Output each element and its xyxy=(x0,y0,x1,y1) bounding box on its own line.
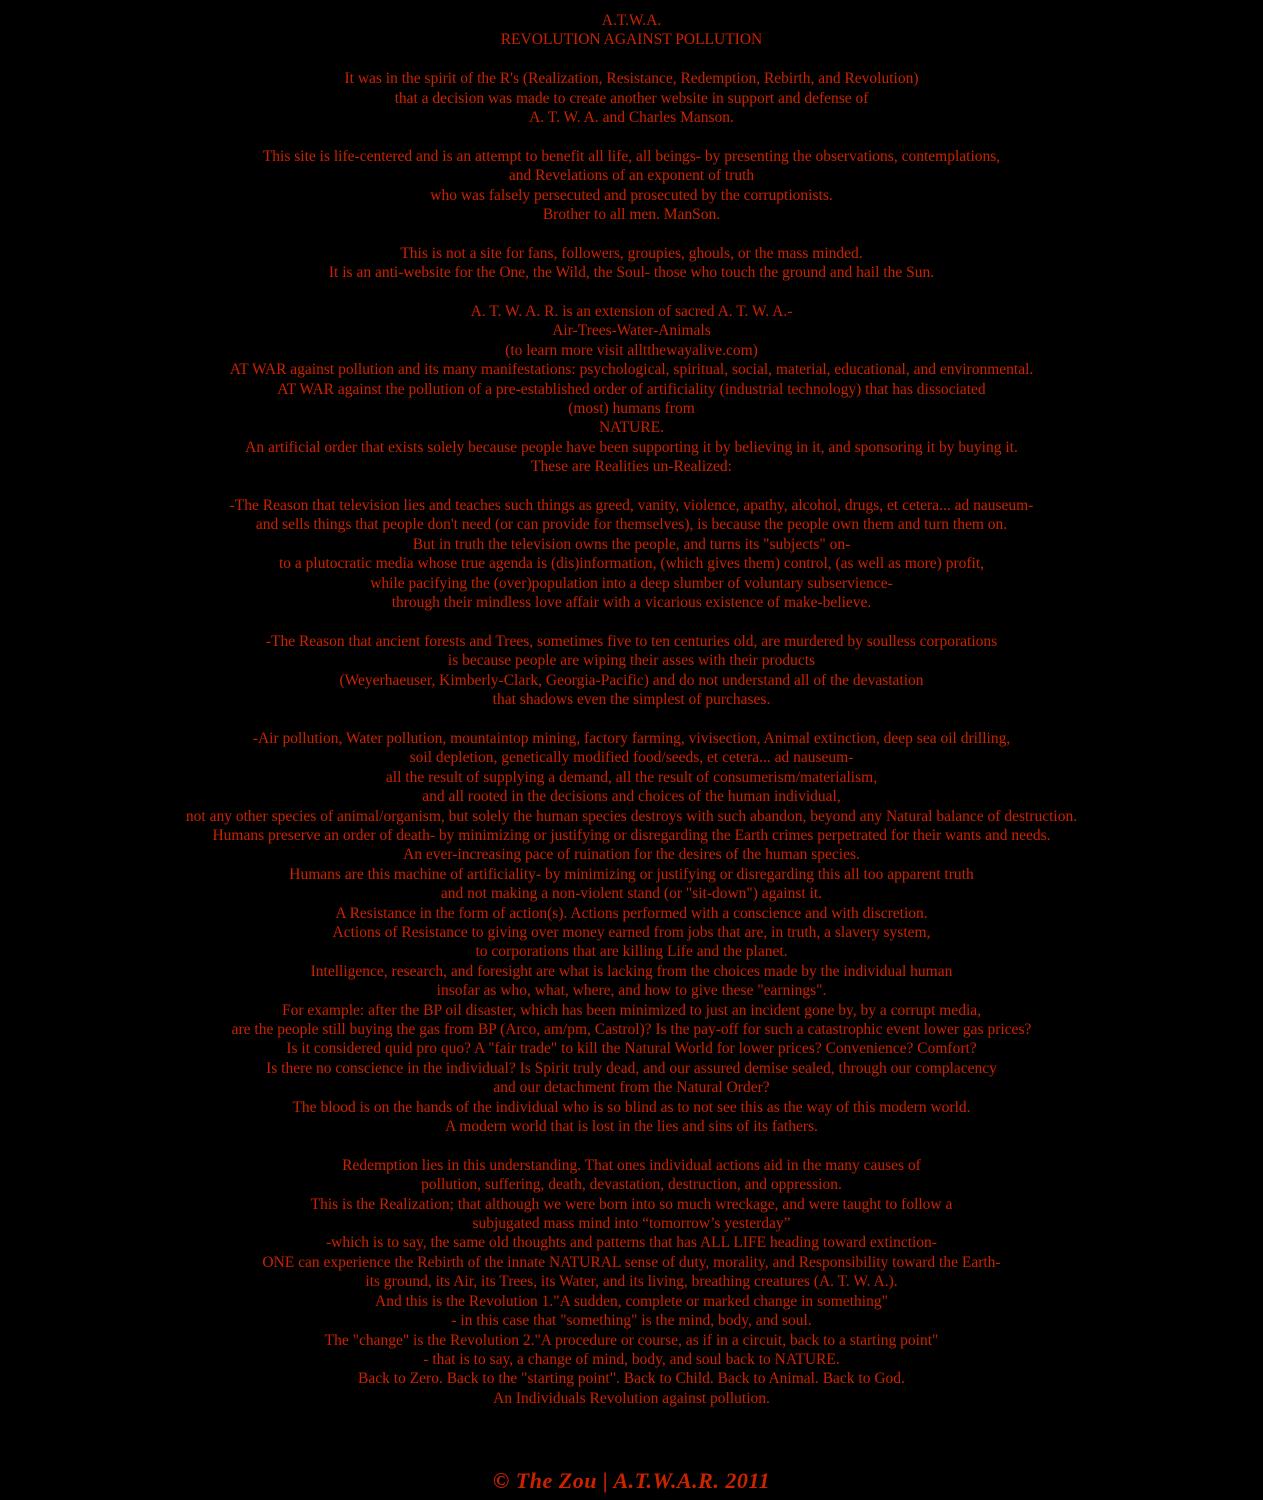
text-line: and our detachment from the Natural Order? xyxy=(493,1079,770,1097)
text-line: through their mindless love affair with a vicarious existence of make-believe. xyxy=(391,594,872,612)
paragraph-gap xyxy=(0,710,1263,729)
text-line: -The Reason that ancient forests and Trees, sometimes five to ten centuries old, are murdered by soulless corporations xyxy=(265,632,998,650)
paragraph xyxy=(0,69,1263,127)
page-title: A.T.W.A. xyxy=(601,12,662,29)
manifesto-body xyxy=(0,11,1263,1408)
text-line: This site is life-centered and is an attempt to benefit all life, all beings- by presenting the observations, contemplations, xyxy=(262,147,1001,165)
text-line: soil depletion, genetically modified food/seeds, et cetera... ad nauseum- xyxy=(409,749,854,767)
text-line: A. T. W. A. R. is an extension of sacred A. T. W. A.- xyxy=(470,303,793,321)
text-line: For example: after the BP oil disaster, which has been minimized to just an incident gone by, by a corrupt media, xyxy=(282,1001,981,1019)
text-line: who was falsely persecuted and prosecuted by the corruptionists. xyxy=(430,186,833,204)
text-line: ONE can experience the Rebirth of the innate NATURAL sense of duty, morality, and Responsibility toward the Earth- xyxy=(262,1253,1001,1271)
text-line: A Resistance in the form of action(s). Actions performed with a conscience and with discretion. xyxy=(335,904,928,922)
text-line: It is an anti-website for the One, the Wild, the Soul- those who touch the ground and hail the Sun. xyxy=(328,264,935,282)
paragraph-gap xyxy=(0,477,1263,496)
text-line: Intelligence, research, and foresight are what is lacking from the choices made by the individual human xyxy=(310,962,953,980)
text-line: The "change" is the Revolution 2."A procedure or course, as if in a circuit, back to a starting point" xyxy=(324,1331,939,1349)
paragraph xyxy=(0,632,1263,710)
text-line: its ground, its Air, its Trees, its Water, and its living, breathing creatures (A. T. W. A.). xyxy=(365,1273,898,1291)
paragraph xyxy=(0,244,1263,283)
paragraph-gap xyxy=(0,224,1263,243)
text-line: subjugated mass mind into “tomorrow’s yesterday” xyxy=(472,1215,791,1233)
paragraph xyxy=(0,1156,1263,1408)
text-line: and Revelations of an exponent of truth xyxy=(508,167,755,185)
text-line: and all rooted in the decisions and choices of the human individual, xyxy=(422,788,841,806)
text-line: that a decision was made to create another website in support and defense of xyxy=(394,89,869,107)
text-line: (most) humans from xyxy=(568,400,695,418)
text-line: Is there no conscience in the individual? Is Spirit truly dead, and our assured demise sealed, through our complacency xyxy=(266,1059,997,1077)
text-line: Humans preserve an order of death- by minimizing or justifying or disregarding the Earth crimes perpetrated for their wants and needs. xyxy=(212,826,1051,844)
text-line: that shadows even the simplest of purchases. xyxy=(492,691,771,709)
text-line: Humans are this machine of artificiality- by minimizing or justifying or disregarding this all too apparent truth xyxy=(289,865,974,883)
text-line: And this is the Revolution 1."A sudden, complete or marked change in something" xyxy=(375,1292,888,1310)
text-line: -Air pollution, Water pollution, mountaintop mining, factory farming, vivisection, Animal extinction, deep sea oil drilling, xyxy=(252,729,1011,747)
paragraph-gap xyxy=(0,283,1263,302)
paragraph xyxy=(0,729,1263,1137)
page-subtitle: REVOLUTION AGAINST POLLUTION xyxy=(500,31,763,49)
text-line: - that is to say, a change of mind, body, and soul back to NATURE. xyxy=(423,1350,840,1368)
paragraph-gap xyxy=(0,1136,1263,1155)
text-line: -which is to say, the same old thoughts and patterns that has ALL LIFE heading toward extinction- xyxy=(326,1234,937,1252)
text-line: to corporations that are killing Life and the planet. xyxy=(475,943,788,961)
paragraph xyxy=(0,496,1263,612)
text-line: Air-Trees-Water-Animals xyxy=(552,322,711,340)
copyright-footer: © The Zou | A.T.W.A.R. 2011 xyxy=(492,1468,771,1493)
text-line: - in this case that "something" is the mind, body, and soul. xyxy=(451,1312,812,1330)
text-line: is because people are wiping their asses with their products xyxy=(447,652,816,670)
text-line: AT WAR against pollution and its many manifestations: psychological, spiritual, social, material, educational, and environmental. xyxy=(229,361,1034,379)
paragraph-gap xyxy=(0,127,1263,146)
text-line: Back to Zero. Back to the "starting point". Back to Child. Back to Animal. Back to God. xyxy=(358,1370,905,1388)
text-line: not any other species of animal/organism, but solely the human species destroys with such abandon, beyond any Natural balance of destruction. xyxy=(185,807,1078,825)
text-line: This is the Realization; that although we were born into so much wreckage, and were taught to follow a xyxy=(310,1195,953,1213)
text-line: AT WAR against the pollution of a pre-established order of artificiality (industrial technology) that has dissociated xyxy=(277,380,986,398)
text-line: NATURE. xyxy=(598,419,664,437)
text-line: But in truth the television owns the people, and turns its "subjects" on- xyxy=(412,535,851,553)
paragraph-gap xyxy=(0,613,1263,632)
text-line: -The Reason that television lies and teaches such things as greed, vanity, violence, apathy, alcohol, drugs, et cetera... ad nauseum- xyxy=(229,497,1034,515)
text-line: It was in the spirit of the R's (Realization, Resistance, Redemption, Rebirth, and Revolution) xyxy=(344,70,919,88)
text-line: Brother to all men. ManSon. xyxy=(542,206,721,224)
text-line: and not making a non-violent stand (or "sit-down") against it. xyxy=(440,885,823,903)
text-line: Redemption lies in this understanding. That ones individual actions aid in the many causes of xyxy=(342,1156,921,1174)
text-line: An artificial order that exists solely because people have been supporting it by believing in it, and sponsoring it by buying it. xyxy=(245,438,1018,456)
paragraph-list xyxy=(0,69,1263,1408)
text-line: A. T. W. A. and Charles Manson. xyxy=(529,109,734,127)
text-line: The blood is on the hands of the individual who is so blind as to not see this as the way of this modern world. xyxy=(292,1098,971,1116)
text-line: to a plutocratic media whose true agenda is (dis)information, (which gives them) control, (as well as more) profit, xyxy=(278,555,985,573)
text-line: (Weyerhaeuser, Kimberly-Clark, Georgia-Pacific) and do not understand all of the devastation xyxy=(339,671,924,689)
text-line: A modern world that is lost in the lies and sins of its fathers. xyxy=(445,1118,818,1136)
text-line: all the result of supplying a demand, all the result of consumerism/materialism, xyxy=(385,768,878,786)
text-line: (to learn more visit alltthewayalive.com) xyxy=(505,341,758,359)
paragraph xyxy=(0,147,1263,225)
text-line: and sells things that people don't need (or can provide for themselves), is because the people own them and turn them on. xyxy=(255,516,1008,534)
text-line: Is it considered quid pro quo? A "fair trade" to kill the Natural World for lower prices? Convenience? Comfort? xyxy=(286,1040,977,1058)
text-line: An Individuals Revolution against pollution. xyxy=(493,1389,770,1407)
text-line: while pacifying the (over)population into a deep slumber of voluntary subservience- xyxy=(370,574,893,592)
text-line: This is not a site for fans, followers, groupies, ghouls, or the mass minded. xyxy=(400,244,863,262)
text-line: An ever-increasing pace of ruination for the desires of the human species. xyxy=(403,846,860,864)
text-line: Actions of Resistance to giving over money earned from jobs that are, in truth, a slavery system, xyxy=(332,923,931,941)
text-line: These are Realities un-Realized: xyxy=(531,458,732,476)
text-line: insofar as who, what, where, and how to give these "earnings". xyxy=(436,982,827,1000)
text-line: are the people still buying the gas from BP (Arco, am/pm, Castrol)? Is the pay-off for such a catastrophic event lower gas prices? xyxy=(231,1021,1032,1039)
paragraph xyxy=(0,302,1263,477)
paragraph-gap xyxy=(0,50,1263,69)
text-line: pollution, suffering, death, devastation, destruction, and oppression. xyxy=(421,1176,842,1194)
